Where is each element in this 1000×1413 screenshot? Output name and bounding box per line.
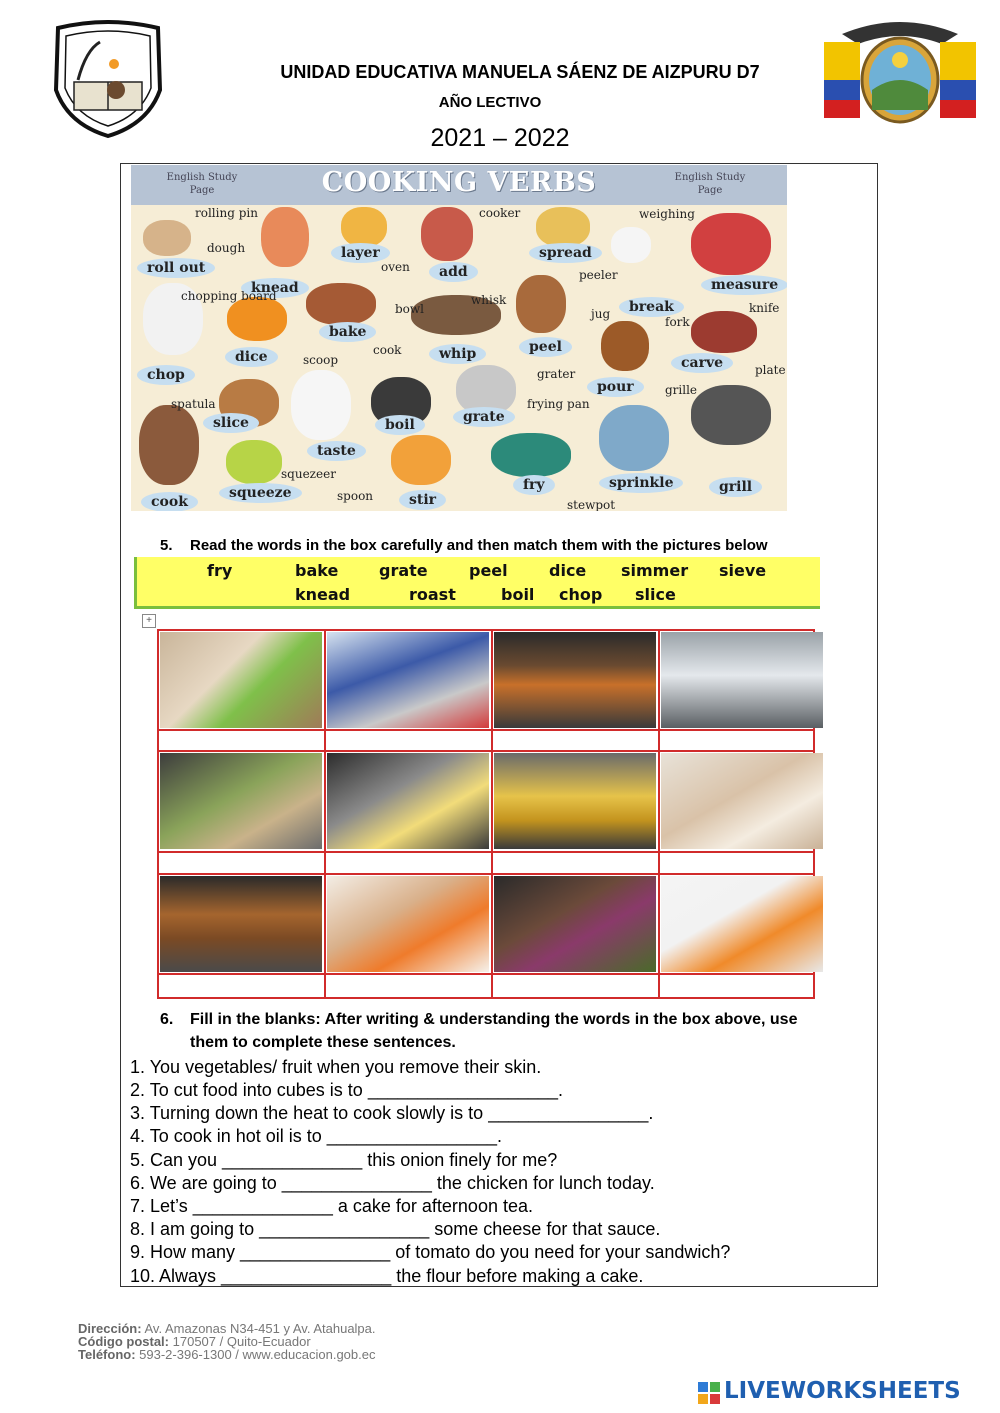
sentence-7[interactable]: 7. Let’s ______________ a cake for afternoon tea. (130, 1196, 533, 1216)
verb-cook: cook (141, 492, 198, 511)
word-boil: boil (501, 585, 535, 604)
pancakes-illustration (341, 207, 387, 247)
footer-phone: Teléfono: 593-2-396-1300 / www.educacion.gob.ec (78, 1347, 376, 1362)
woman-cooking-illustration (139, 405, 199, 485)
grid-line (159, 873, 813, 875)
sentence-9[interactable]: 9. How many _______________ of tomato do you need for your sandwich? (130, 1242, 731, 1262)
note-frying-pan: frying pan (527, 397, 590, 411)
scale-illustration (691, 213, 771, 275)
section-5-number: 5. (160, 537, 173, 554)
verb-pour: pour (587, 377, 644, 397)
photo-dice (661, 876, 823, 972)
verb-boil: boil (375, 415, 425, 435)
sentence-2[interactable]: 2. To cut food into cubes is to ___________________. (130, 1080, 564, 1100)
word-sieve: sieve (719, 561, 767, 580)
rolling-pin-illustration (143, 220, 191, 256)
liveworksheets-brand: LIVEWORKSHEETS (724, 1378, 961, 1404)
answer-cell-10[interactable] (327, 975, 489, 995)
answer-cell-11[interactable] (494, 975, 656, 995)
note-jug: jug (591, 307, 611, 321)
potato-illustration (516, 275, 566, 333)
verb-add: add (429, 262, 478, 282)
frying-pan-illustration (491, 433, 571, 477)
poster-title: COOKING VERBS (321, 167, 597, 198)
word-roast: roast (409, 585, 456, 604)
boy-stirring-illustration (391, 435, 451, 485)
photo-slice (327, 876, 489, 972)
word-simmer: simmer (621, 561, 689, 580)
verb-dice: dice (225, 347, 278, 367)
photo-fry (494, 753, 656, 849)
roast-meat-illustration (691, 311, 757, 353)
note-peeler: peeler (579, 268, 618, 282)
sentence-8[interactable]: 8. I am going to _________________ some cheese for that sauce. (130, 1219, 661, 1239)
answer-cell-8[interactable] (661, 853, 823, 873)
girl-kneading-illustration (261, 207, 309, 267)
note-grater: grater (537, 367, 576, 381)
answer-cell-7[interactable] (494, 853, 656, 873)
answer-cell-6[interactable] (327, 853, 489, 873)
verb-grate: grate (453, 407, 515, 427)
egg-illustration (611, 227, 651, 263)
note-plate: plate (755, 363, 786, 377)
sentence-4[interactable]: 4. To cook in hot oil is to _________________. (130, 1126, 502, 1146)
photo-grate (327, 753, 489, 849)
verb-chop: chop (137, 365, 195, 385)
chef-tasting-illustration (291, 370, 351, 440)
note-squeezer: squezeer (281, 467, 336, 481)
carrot-dice-illustration (227, 297, 287, 341)
note-oven: oven (381, 260, 410, 274)
note-grille: grille (665, 383, 698, 397)
verb-layer: layer (331, 243, 390, 263)
chef-sprinkle-illustration (599, 405, 669, 471)
word-chop: chop (559, 585, 603, 604)
word-slice: slice (635, 585, 676, 604)
note-cook: cook (373, 343, 402, 357)
school-name: UNIDAD EDUCATIVA MANUELA SÁENZ DE AIZPURU D7 (280, 62, 760, 82)
verb-carve: carve (671, 353, 733, 373)
photo-simmer (494, 876, 656, 972)
verb-sprinkle: sprinkle (599, 473, 683, 493)
word-grate: grate (379, 561, 428, 580)
word-dice: dice (549, 561, 587, 580)
note-weighing: weighing (639, 207, 695, 221)
verb-stir: stir (399, 490, 446, 510)
sentence-3[interactable]: 3. Turning down the heat to cook slowly is to ________________. (130, 1103, 654, 1123)
national-coat-of-arms (822, 14, 978, 126)
grid-line (324, 631, 326, 997)
section-6-instruction-line2: them to complete these sentences. (190, 1034, 456, 1051)
note-dough: dough (207, 241, 246, 255)
photo-bake (160, 876, 322, 972)
photo-knead (661, 753, 823, 849)
oven-illustration (306, 283, 376, 325)
section-6-number: 6. (160, 1011, 174, 1028)
word-fry: fry (207, 561, 233, 580)
sentence-5[interactable]: 5. Can you ______________ this onion finely for me? (130, 1150, 558, 1170)
toast-illustration (536, 207, 590, 247)
note-cooker: cooker (479, 206, 521, 220)
photo-chop (160, 753, 322, 849)
year-label: AÑO LECTIVO (438, 94, 542, 111)
verb-peel: peel (519, 337, 572, 357)
verb-whip: whip (429, 344, 486, 364)
squeezer-illustration (226, 440, 282, 484)
word-box (134, 557, 820, 609)
photo-boil (661, 632, 823, 728)
note-whisk: whisk (471, 293, 507, 307)
note-spatula: spatula (171, 397, 216, 411)
answer-cell-3[interactable] (494, 731, 656, 751)
word-knead: knead (295, 585, 351, 604)
verb-grill: grill (709, 477, 762, 497)
answer-cell-1[interactable] (160, 731, 322, 751)
word-bake: bake (295, 561, 339, 580)
note-spoon: spoon (337, 489, 374, 503)
verb-knead: knead (241, 278, 309, 298)
answer-cell-12[interactable] (661, 975, 823, 995)
photo-sieve (327, 632, 489, 728)
answer-cell-5[interactable] (160, 853, 322, 873)
note-scoop: scoop (303, 353, 339, 367)
photo-peel (160, 632, 322, 728)
verb-roll-out: roll out (137, 258, 215, 278)
year-range: 2021 – 2022 (430, 124, 570, 152)
note-stewpot: stewpot (567, 498, 616, 511)
sentence-1[interactable]: 1. You vegetables/ fruit when you remove their skin. (130, 1057, 542, 1077)
answer-cell-9[interactable] (160, 975, 322, 995)
poster-badge-left: English Study Page (166, 172, 238, 196)
photo-roast (494, 632, 656, 728)
note-chopping-board: chopping board (181, 289, 277, 303)
school-logo (48, 20, 168, 138)
verb-slice: slice (203, 413, 259, 433)
table-move-handle[interactable]: + (142, 614, 156, 628)
verb-measure: measure (701, 275, 787, 295)
man-cooking-illustration (421, 207, 473, 261)
verb-bake: bake (319, 322, 376, 342)
cooking-verbs-poster (131, 165, 787, 511)
grid-line (658, 631, 660, 997)
verb-fry: fry (513, 475, 555, 495)
verb-taste: taste (307, 441, 366, 461)
answer-cell-2[interactable] (327, 731, 489, 751)
word-peel: peel (469, 561, 508, 580)
jug-illustration (601, 321, 649, 371)
liveworksheets-logo (698, 1378, 994, 1408)
answer-cell-4[interactable] (661, 731, 823, 751)
sentence-10[interactable]: 10. Always _________________ the flour before making a cake. (130, 1266, 644, 1286)
verb-break: break (619, 297, 684, 317)
note-rolling-pin: rolling pin (195, 206, 258, 220)
section-5-instruction: Read the words in the box carefully and then match them with the pictures below (190, 537, 768, 554)
note-fork: fork (665, 315, 690, 329)
grid-line (491, 631, 493, 997)
verb-spread: spread (529, 243, 602, 263)
poster-badge-right: English Study Page (674, 172, 746, 196)
footer-address: Dirección: Av. Amazonas N34-451 y Av. Atahualpa. (78, 1321, 376, 1336)
verb-squeeze: squeeze (219, 483, 302, 503)
sentence-6[interactable]: 6. We are going to _______________ the chicken for lunch today. (130, 1173, 655, 1193)
footer-postal: Código postal: 170507 / Quito-Ecuador (78, 1334, 311, 1349)
note-knife: knife (749, 301, 780, 315)
picture-match-grid (157, 629, 815, 999)
note-bowl: bowl (395, 302, 425, 316)
grill-illustration (691, 385, 771, 445)
section-6-instruction-line1: Fill in the blanks: After writing & understanding the words in the box above, use (190, 1011, 798, 1028)
